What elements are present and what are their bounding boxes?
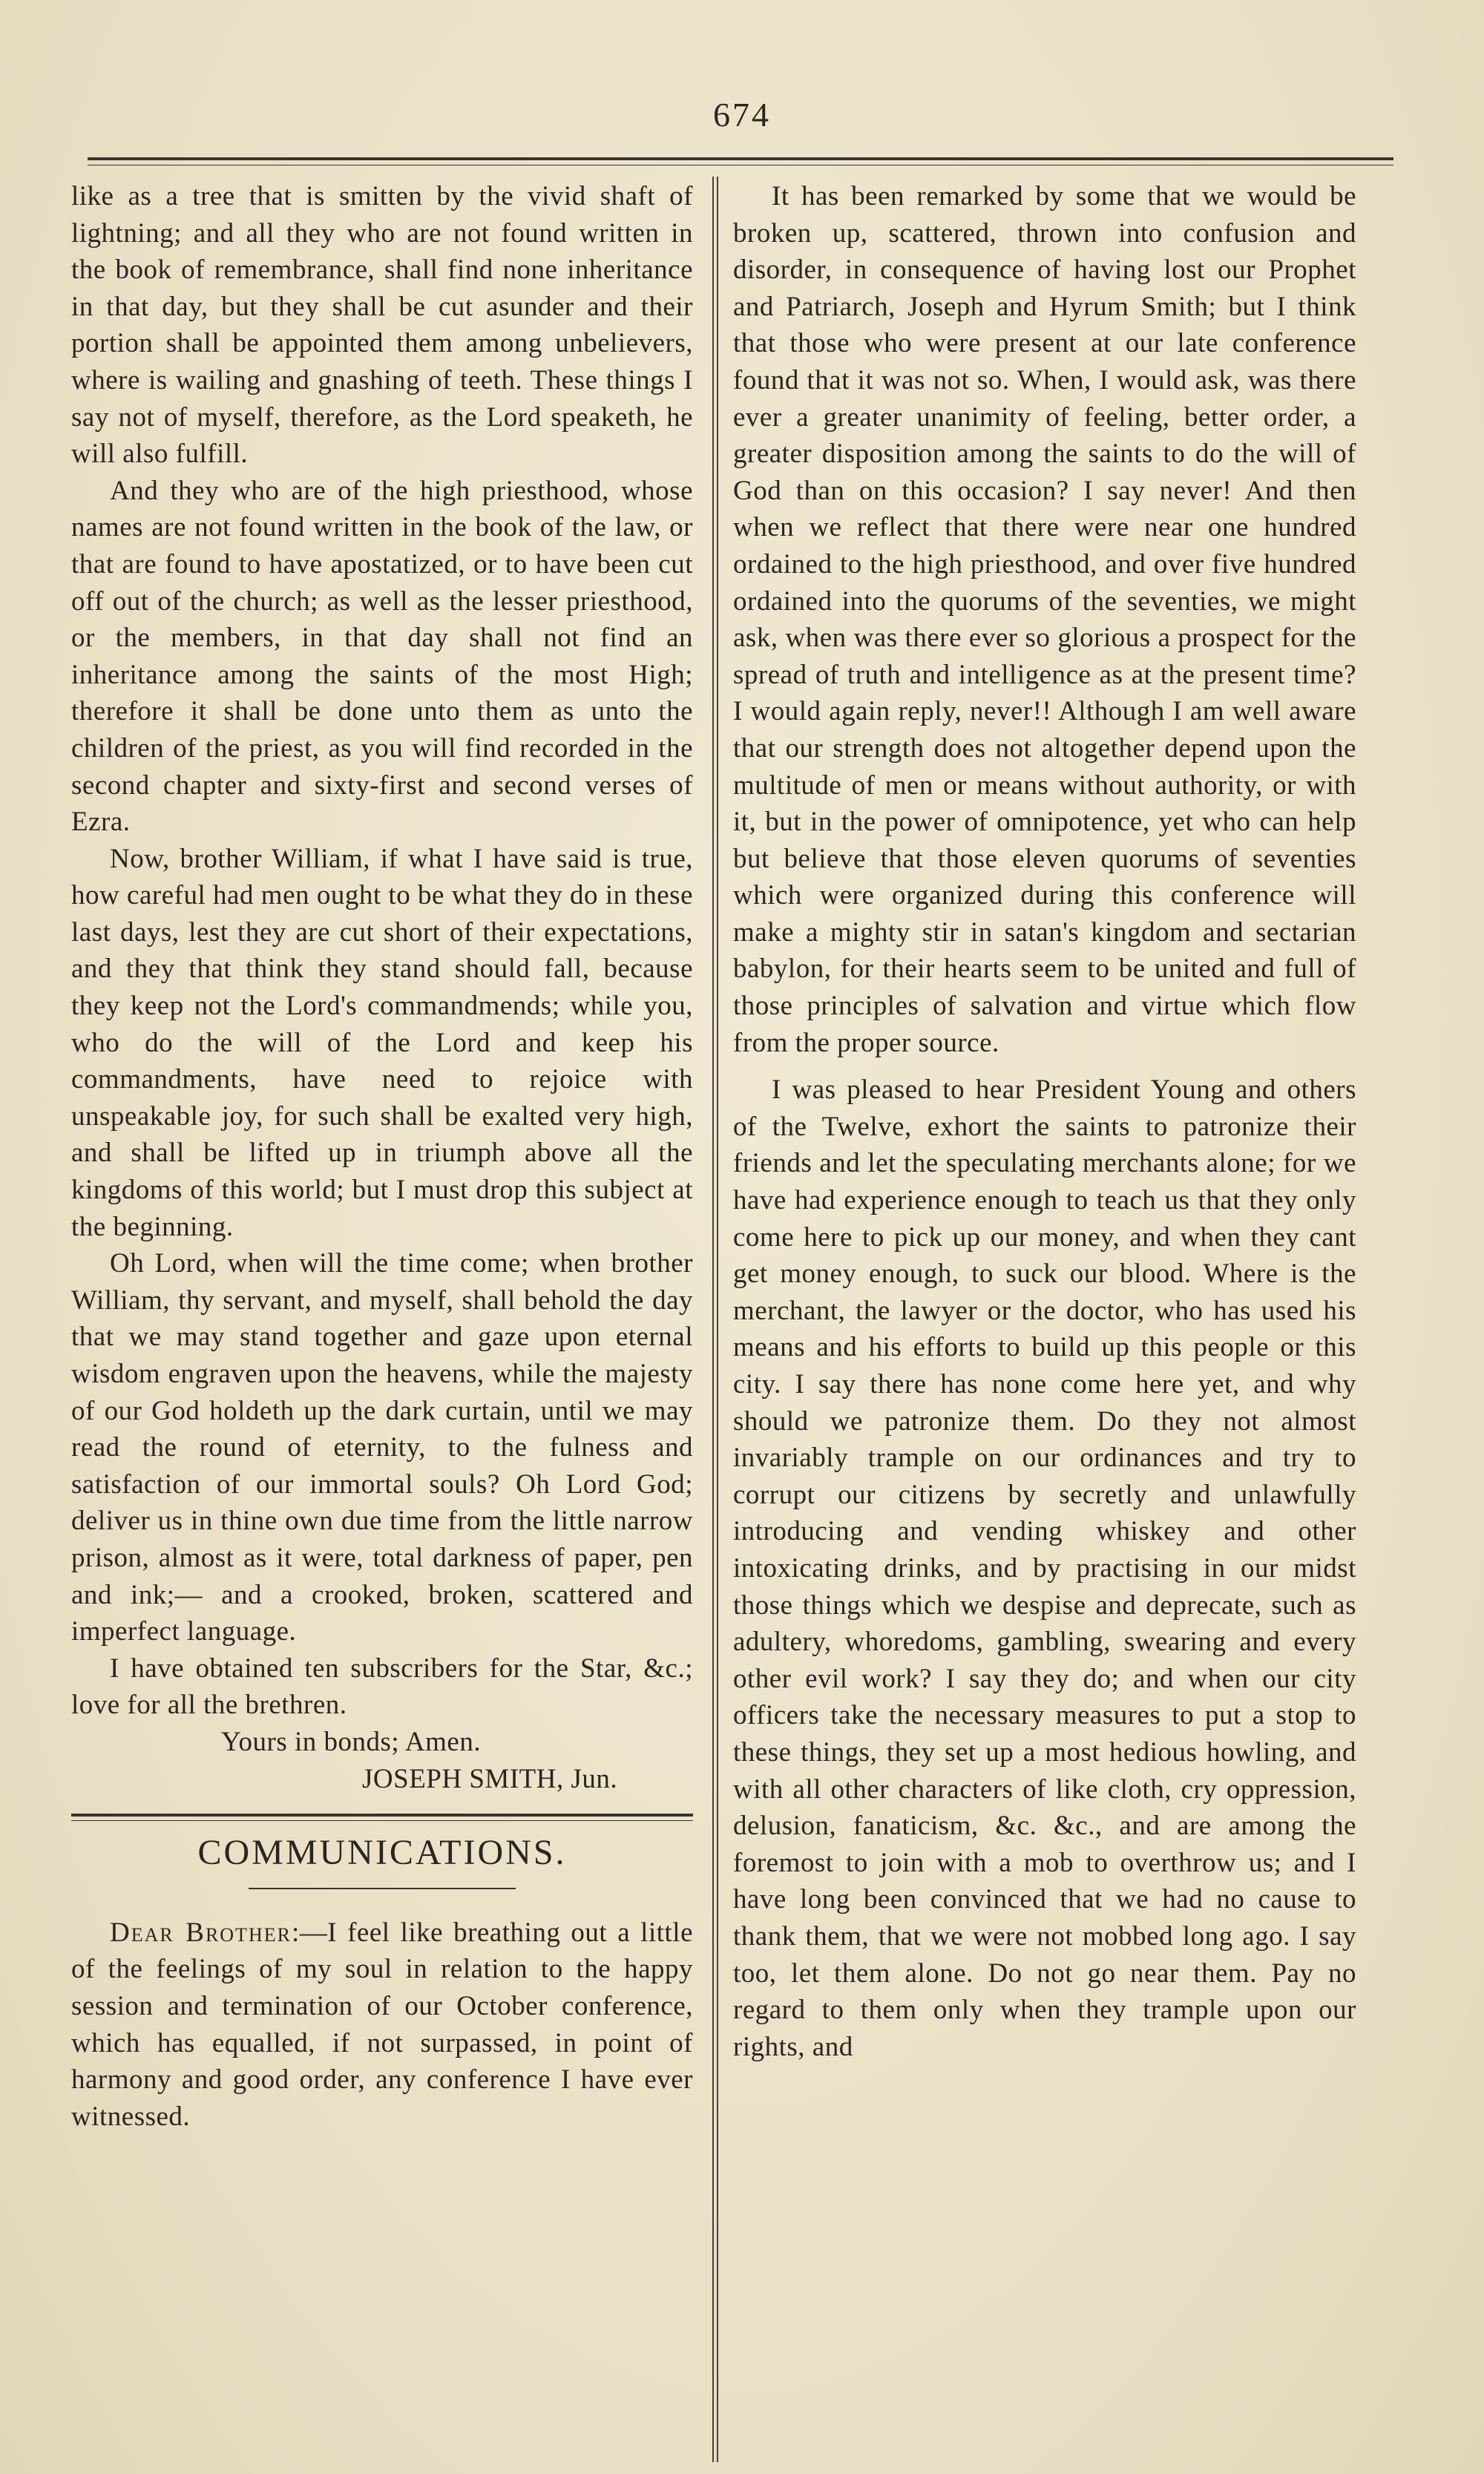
left-paragraph-2: And they who are of the high priesthood, whose names are not found written in the book of the law, or that are found to have apostatized, or to have been cut off out of the church; as well as the lesser priesthood, or the members, in that day shall not find an inheritance among the saints of the most High; therefore it shall be done unto them as unto the children of the priest, as you will find recorded in the second chapter and sixty-first and second verses of Ezra. [71,475,693,838]
letter-signature: JOSEPH SMITH, Jun. [362,1763,618,1794]
left-paragraph-6 [71,1914,693,2136]
right-column [733,178,1356,2065]
letter-closing: Yours in bonds; Amen. [221,1726,482,1757]
header-rule-thick [88,157,1393,160]
paragraph-gap [733,1061,1356,1072]
salutation-text: :—I feel like breathing out a little of the feelings of my soul in relation to the happy session and termination of our October conference, which has equalled, if not surpassed, in point of harmony and good order, any conference I have ever witnessed. [71,1917,693,2132]
page-number: 674 [713,96,771,134]
section-rule-thick [71,1814,693,1817]
right-paragraph-2: I was pleased to hear President Young and others of the Twelve, exhort the saints to patronize their friends and let the speculating merchants alone; for we have had experience enough to teach us that they only come here to pick up our money, and when they cant get money enough, to suck our blood. Where is the merchant, the lawyer or the doctor, who has used his means and his efforts to build up this people or this city. I say there has none come here yet, and why should we patronize them. Do they not almost invariably trample on our ordinances and try to corrupt our citizens by secretly and unlawfully introducing and vending whiskey and other intoxicating drinks, and by practising in our midst those things which we despise and deprecate, such as adultery, whoredoms, gambling, swearing and every other evil work? I say they do; and when our city officers take the necessary measures to put a stop to these things, they set up a most hedious howling, and with all other characters of like cloth, cry oppression, delusion, fanaticism, &c. &c., and are among the foremost to join with a mob to overthrow us; and I have long been convinced that we had no cause to thank them, that we were not mobbed long ago. I say too, let them alone. Do not go near them. Pay no regard to them only when they trample upon our rights, and [733,1074,1356,2062]
right-paragraph-1: It has been remarked by some that we would be broken up, scattered, thrown into confusion and disorder, in consequence of having lost our Prophet and Patriarch, Joseph and Hyrum Smith; but I think that those who were present at our late conference found that it was not so. When, I would ask, was there ever a greater unanimity of feeling, better order, a greater disposition among the saints to do the will of God than on this occasion? I say never! And then when we reflect that there were near one hundred ordained to the high priesthood, and over five hundred ordained into the quorums of the seventies, we might ask, when was there ever so glorious a prospect for the spread of truth and intelligence as at the present time? I would again reply, never!! Although I am well aware that our strength does not altogether depend upon the multitude of men or means without authority, or with it, but in the power of omnipotence, yet who can help but believe that those eleven quorums of seventies which were organized during this conference will make a mighty stir in satan's kingdom and sectarian babylon, for their hearts seem to be united and full of those principles of salvation and virtue which flow from the proper source. [733,181,1356,1058]
heading-underline [249,1888,516,1889]
left-paragraph-5: I have obtained ten subscribers for the Star, &c.; love for all the brethren. [71,1653,693,1721]
left-paragraph-3: Now, brother William, if what I have said is true, how careful had men ought to be what they do in these last days, lest they are cut short of their expectations, and they that think they stand should fall, because they keep not the Lord's commandmends; while you, who do the will of the Lord and keep his commandments, have need to rejoice with unspeakable joy, for such shall be exalted very high, and shall be lifted up in triumph above all the kingdoms of this world; but I must drop this subject at the beginning. [71,843,693,1242]
left-column [71,178,693,2135]
section-heading: COMMUNICATIONS. [197,1833,567,1873]
left-paragraph-4: Oh Lord, when will the time come; when brother William, thy servant, and myself, shall behold the day that we may stand together and gaze upon eternal wisdom engraven upon the heavens, while the majesty of our God holdeth up the dark curtain, until we may read the round of eternity, to the fulness and satisfaction of our immortal souls? Oh Lord God; deliver us in thine own due time from the little narrow prison, almost as it were, total darkness of paper, pen and ink;— and a crooked, broken, scattered and imperfect language. [71,1248,693,1647]
salutation: Dear Brother [110,1917,292,1948]
column-divider [712,177,718,2462]
section-rule-thin [71,1820,693,1821]
left-paragraph-1: like as a tree that is smitten by the vivid shaft of lightning; and all they who are not found written in the book of remembrance, shall find none inheritance in that day, but they shall be cut asunder and their portion shall be appointed them among unbelievers, where is wailing and gnashing of teeth. These things I say not of myself, therefore, as the Lord speaketh, he will also fulfill. [71,181,693,470]
